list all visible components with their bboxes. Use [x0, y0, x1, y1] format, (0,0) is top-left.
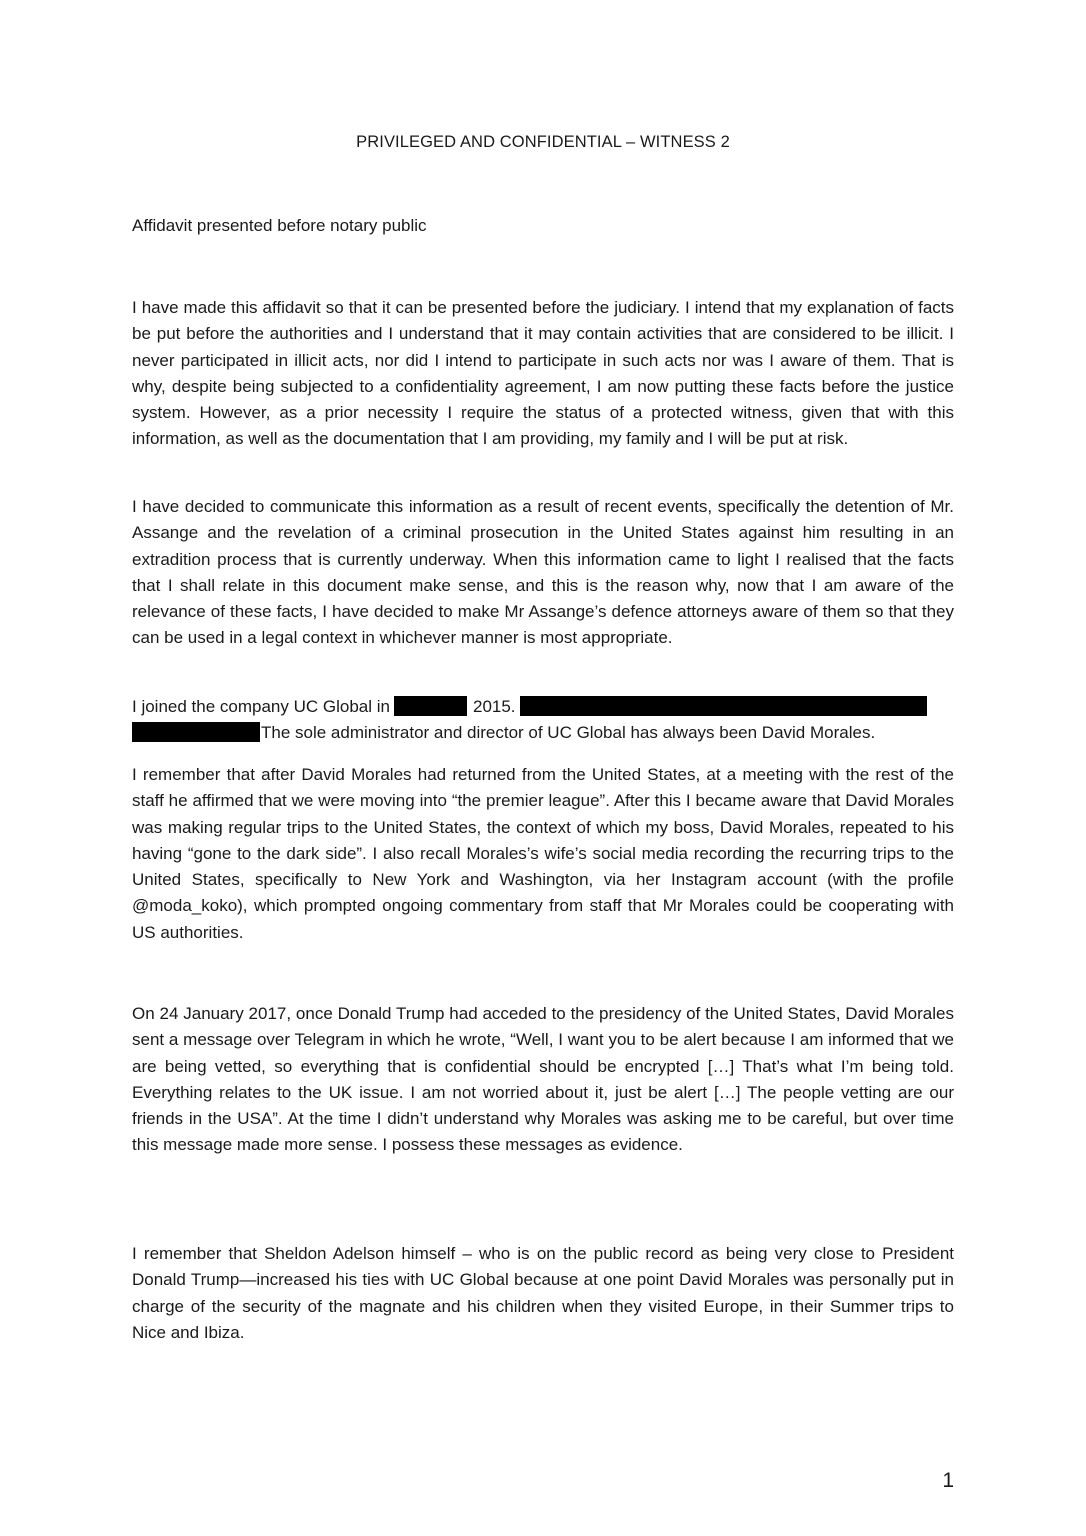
document-header: PRIVILEGED AND CONFIDENTIAL – WITNESS 2: [356, 133, 730, 151]
paragraph-3-text-end: The sole administrator and director of UC Global has always been David Morales.: [261, 723, 876, 743]
redaction-box: [520, 696, 927, 716]
redaction-box: [394, 696, 467, 716]
document-subtitle: Affidavit presented before notary public: [132, 216, 427, 235]
page-number: 1: [942, 1469, 954, 1492]
paragraph-6: I remember that Sheldon Adelson himself – who is on the public record as being very close to President Donald Trump—increased his ties with UC Global because at one point David Morales was personally put in charge of the security of the magnate and his children when they visited Europe, in their Summer trips to Nice and Ibiza.: [132, 1244, 954, 1342]
redaction-box: [132, 722, 260, 742]
paragraph-2: I have decided to communicate this information as a result of recent events, specifically the detention of Mr. Assange and the revelation of a criminal prosecution in the United States against him resulting in an extradition process that is currently underway. When this information came to light I realised that the facts that I shall relate in this document make sense, and this is the reason why, now that I am aware of the relevance of these facts, I have decided to make Mr Assange’s defence attorneys aware of them so that they can be used in a legal context in whichever manner is most appropriate.: [132, 497, 954, 648]
paragraph-1: I have made this affidavit so that it can be presented before the judiciary. I intend that my explanation of facts be put before the authorities and I understand that it may contain activities that are considered to be illicit. I never participated in illicit acts, nor did I intend to participate in such acts nor was I aware of them. That is why, despite being subjected to a confidentiality agreement, I am now putting these facts before the justice system. However, as a prior necessity I require the status of a protected witness, given that with this information, as well as the documentation that I am providing, my family and I will be put at risk.: [132, 298, 954, 449]
paragraph-3-text-start: I joined the company UC Global in: [132, 697, 390, 716]
paragraph-3-text-year: 2015.: [472, 697, 516, 716]
paragraph-3: [132, 694, 954, 747]
paragraph-5: On 24 January 2017, once Donald Trump had acceded to the presidency of the United States, David Morales sent a message over Telegram in which he wrote, “Well, I want you to be alert because I am informed that we are being vetted, so everything that is confidential should be encrypted […] That’s what I’m being told. Everything relates to the UK issue. I am not worried about it, just be alert […] The people vetting are our friends in the USA”. At the time I didn’t understand why Morales was asking me to be careful, but over time this message made more sense. I possess these messages as evidence.: [132, 1004, 954, 1155]
paragraph-4: I remember that after David Morales had returned from the United States, at a meeting with the rest of the staff he affirmed that we were moving into “the premier league”. After this I became aware that David Morales was making regular trips to the United States, the context of which my boss, David Morales, repeated to his having “gone to the dark side”. I also recall Morales’s wife’s social media recording the recurring trips to the United States, specifically to New York and Washington, via her Instagram account (with the profile @moda_koko), which prompted ongoing commentary from staff that Mr Morales could be cooperating with US authorities.: [132, 765, 954, 942]
